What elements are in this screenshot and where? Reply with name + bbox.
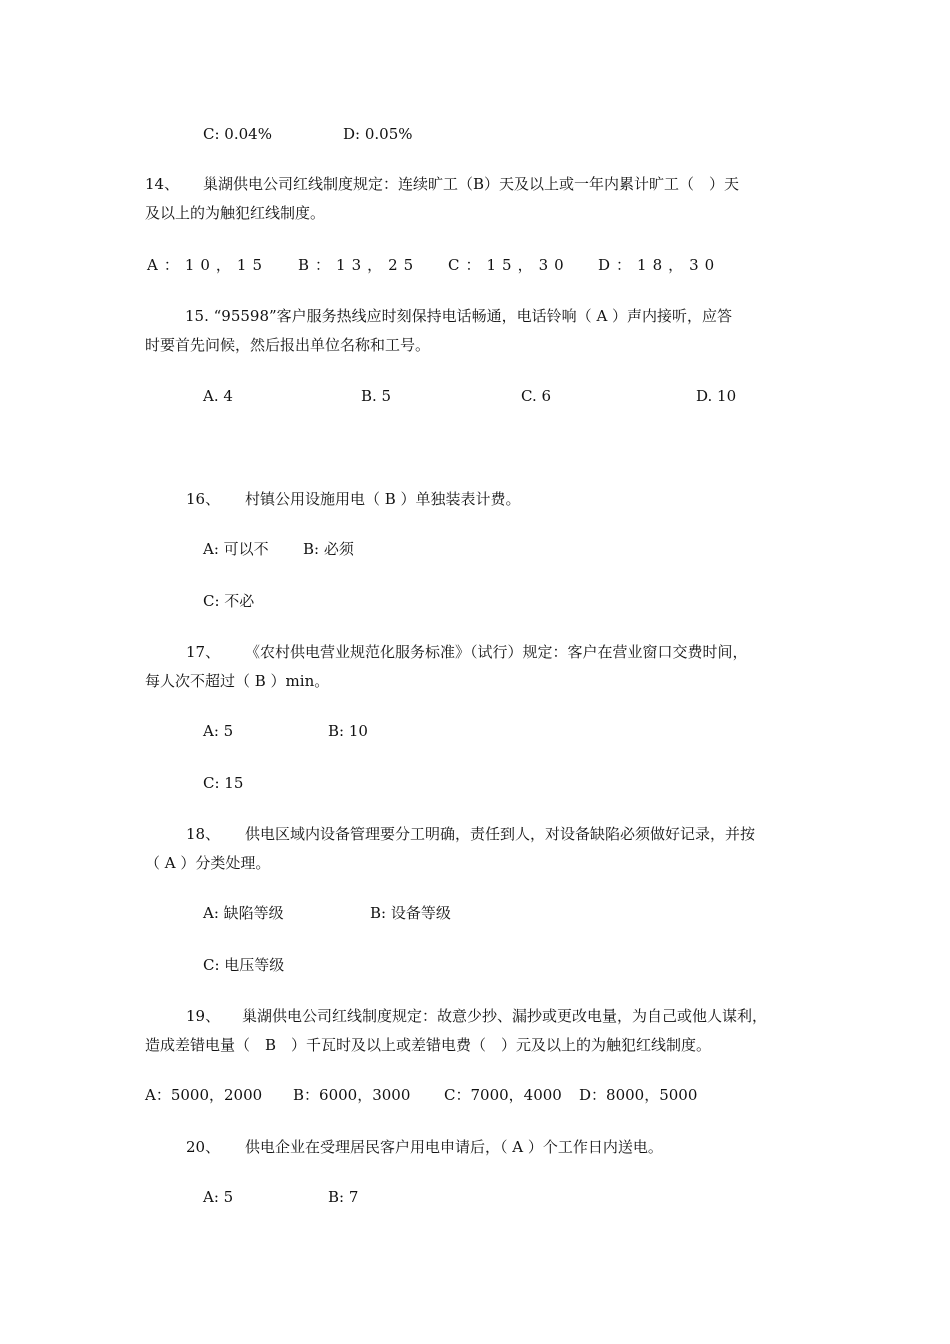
q14-text-line1: 巢湖供电公司红线制度规定：连续旷工（B）天及以上或一年内累计旷工（ ）天	[203, 175, 740, 193]
q18-option-c: C: 电压等级	[203, 956, 285, 974]
q17-text-line2: 每人次不超过（ B ）min。	[145, 672, 330, 690]
q16-text: 村镇公用设施用电（ B ）单独装表计费。	[245, 490, 521, 508]
q15-text-line2: 时要首先问候，然后报出单位名称和工号。	[145, 336, 431, 354]
q14-text-line2: 及以上的为触犯红线制度。	[145, 204, 326, 222]
q19-option-b: B：6000，3000	[293, 1086, 411, 1104]
q19-option-a: A：5000，2000	[145, 1086, 263, 1104]
q19-text-line2: 造成差错电量（ B ）千瓦时及以上或差错电费（ ）元及以上的为触犯红线制度。	[145, 1036, 712, 1054]
q18-option-a: A: 缺陷等级	[203, 904, 284, 922]
q17-option-b: B: 10	[328, 722, 368, 740]
q14-number: 14、	[145, 175, 180, 193]
q15-option-a: A. 4	[203, 387, 233, 405]
q16-option-a: A: 可以不	[203, 540, 269, 558]
q20-option-a: A: 5	[203, 1188, 234, 1206]
q15-text-line1: 15. “95598”客户服务热线应时刻保持电话畅通，电话铃响（ A ）声内接听，应答	[185, 307, 733, 325]
q19-option-d: D：8000，5000	[579, 1086, 698, 1104]
q14-option-a: A：10，15	[147, 256, 269, 274]
q16-option-b: B: 必须	[303, 540, 354, 558]
q18-number: 18、	[186, 825, 221, 843]
q13-option-c: C: 0.04%	[203, 125, 272, 143]
q15-option-c: C. 6	[521, 387, 552, 405]
q14-option-c: C：15，30	[448, 256, 570, 274]
q18-text-line1: 供电区域内设备管理要分工明确，责任到人，对设备缺陷必须做好记录，并按	[245, 825, 756, 843]
q20-text: 供电企业在受理居民客户用电申请后，（ A ）个工作日内送电。	[245, 1138, 663, 1156]
q17-option-c: C: 15	[203, 774, 244, 792]
q14-option-b: B：13，25	[298, 256, 420, 274]
q19-option-c: C：7000，4000	[444, 1086, 562, 1104]
q14-option-d: D：18，30	[598, 256, 721, 274]
q13-option-d: D: 0.05%	[343, 125, 413, 143]
q17-text-line1: 《农村供电营业规范化服务标准》（试行）规定：客户在营业窗口交费时间，	[245, 643, 748, 661]
q19-number: 19、	[186, 1007, 221, 1025]
q17-option-a: A: 5	[203, 722, 234, 740]
q20-option-b: B: 7	[328, 1188, 359, 1206]
q15-option-b: B. 5	[361, 387, 392, 405]
q18-option-b: B: 设备等级	[370, 904, 451, 922]
q20-number: 20、	[186, 1138, 221, 1156]
q16-option-c: C: 不必	[203, 592, 255, 610]
q16-number: 16、	[186, 490, 221, 508]
q15-option-d: D. 10	[696, 387, 737, 405]
q19-text-line1: 巢湖供电公司红线制度规定：故意少抄、漏抄或更改电量，为自己或他人谋利，	[242, 1007, 768, 1025]
q18-text-line2: （ A ）分类处理。	[145, 854, 271, 872]
q17-number: 17、	[186, 643, 221, 661]
